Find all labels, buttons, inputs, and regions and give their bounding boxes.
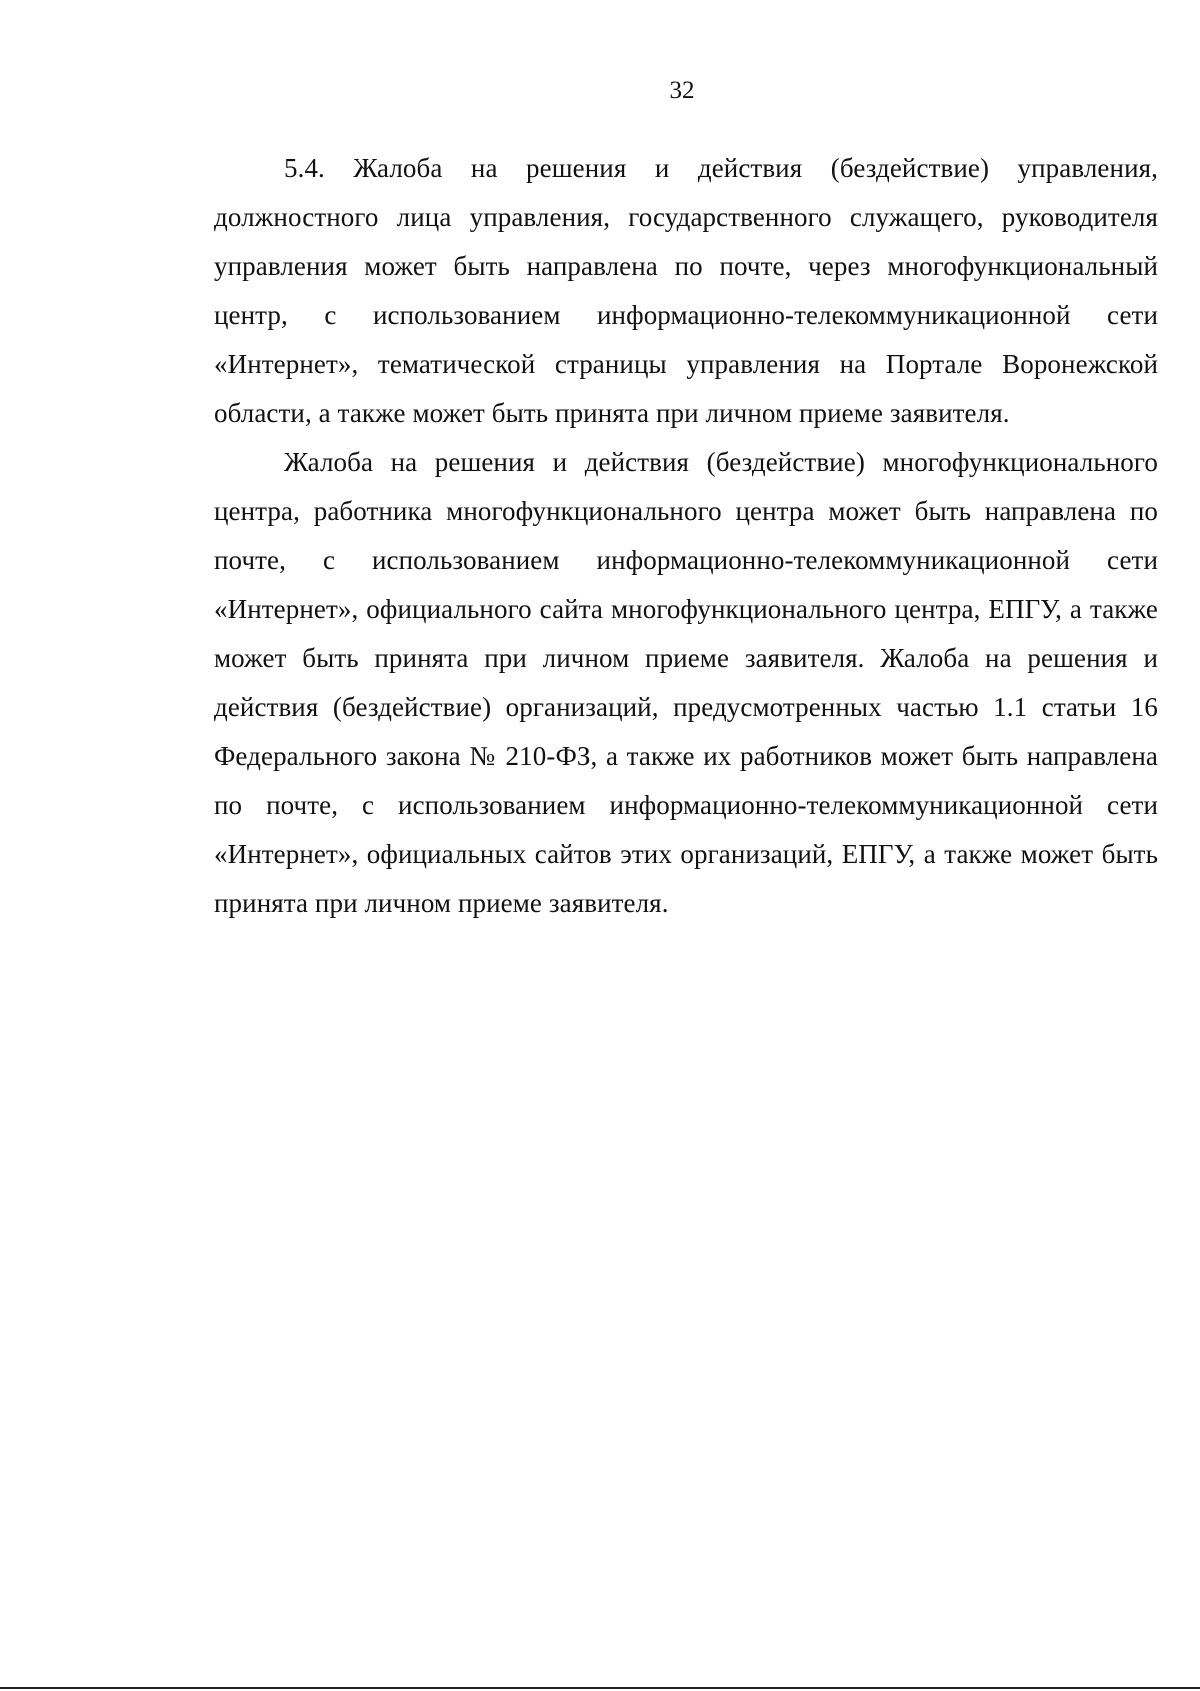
bottom-rule bbox=[0, 1687, 1200, 1689]
document-body bbox=[214, 144, 1158, 928]
paragraph-complaint-mfc: Жалоба на решения и действия (бездействие) многофункционального центра, работника многофункционального центра может быть направлена по почте, с использованием информационно-телекоммуникационной сети «Интернет», официального сайта многофункционального центра, ЕПГУ, а также может быть принята при личном приеме заявителя. Жалоба на решения и действия (бездействие) организаций, предусмотренных частью 1.1 статьи 16 Федерального закона № 210-ФЗ, а также их работников может быть направлена по почте, с использованием информационно-телекоммуникационной сети «Интернет», официальных сайтов этих организаций, ЕПГУ, а также может быть принята при личном приеме заявителя. bbox=[214, 447, 1158, 918]
paragraph-complaint-administration: 5.4. Жалоба на решения и действия (бездействие) управления, должностного лица управления, государственного служащего, руководителя управления может быть направлена по почте, через многофункциональный центр, с использованием информационно-телекоммуникационной сети «Интернет», тематической страницы управления на Портале Воронежской области, а также может быть принята при личном приеме заявителя. bbox=[214, 153, 1158, 428]
page-number: 32 bbox=[669, 77, 695, 104]
